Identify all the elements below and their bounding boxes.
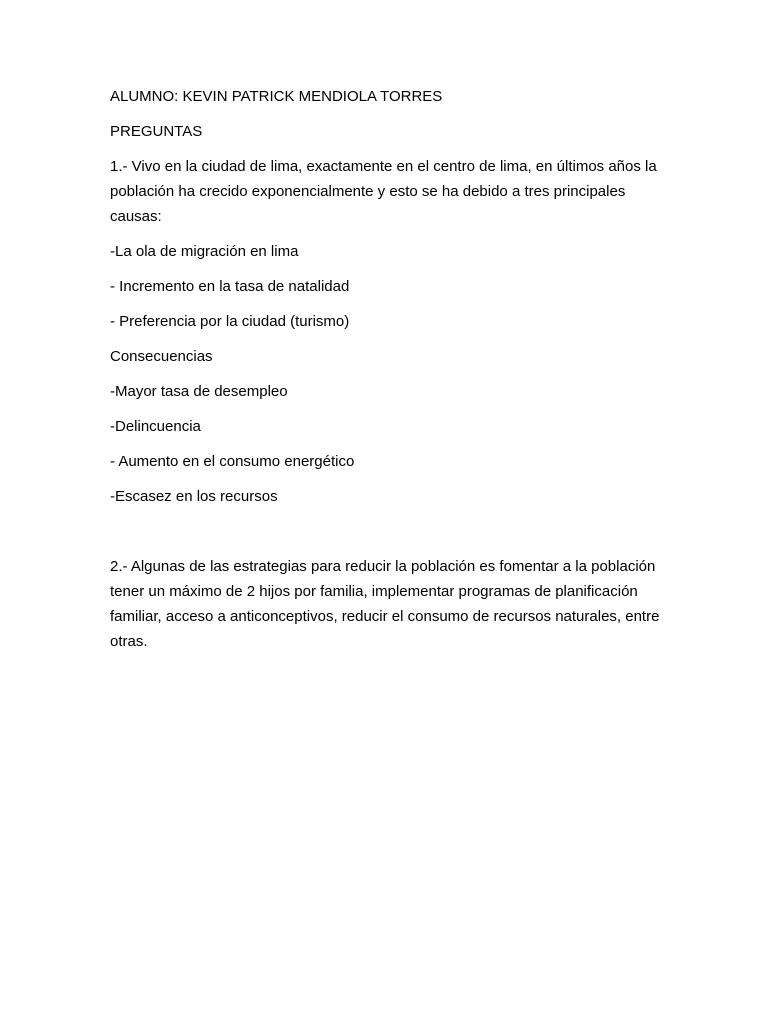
paragraph-spacer bbox=[110, 519, 670, 554]
cause-item: -La ola de migración en lima bbox=[110, 243, 299, 260]
cause-item: - Preferencia por la ciudad (turismo) bbox=[110, 313, 350, 330]
section-heading: PREGUNTAS bbox=[110, 123, 203, 140]
consequence-item: - Aumento en el consumo energético bbox=[110, 453, 355, 470]
question-2-paragraph: 2.- Algunas de las estrategias para reducir la población es fomentar a la población tener un máximo de 2 hijos por familia, implementar programas de planificación familiar, acceso a anticonceptivos, reducir el consumo de recursos naturales, entre otras. bbox=[110, 558, 660, 650]
consequence-item: -Escasez en los recursos bbox=[110, 488, 278, 505]
document-page bbox=[110, 84, 670, 664]
student-name-line: ALUMNO: KEVIN PATRICK MENDIOLA TORRES bbox=[110, 88, 443, 105]
cause-item: - Incremento en la tasa de natalidad bbox=[110, 278, 350, 295]
consequence-item: -Delincuencia bbox=[110, 418, 201, 435]
consequence-item: -Mayor tasa de desempleo bbox=[110, 383, 288, 400]
question-1-paragraph: 1.- Vivo en la ciudad de lima, exactamente en el centro de lima, en últimos años la población ha crecido exponencialmente y esto se ha debido a tres principales causas: bbox=[110, 158, 657, 225]
consequences-heading: Consecuencias bbox=[110, 348, 213, 365]
